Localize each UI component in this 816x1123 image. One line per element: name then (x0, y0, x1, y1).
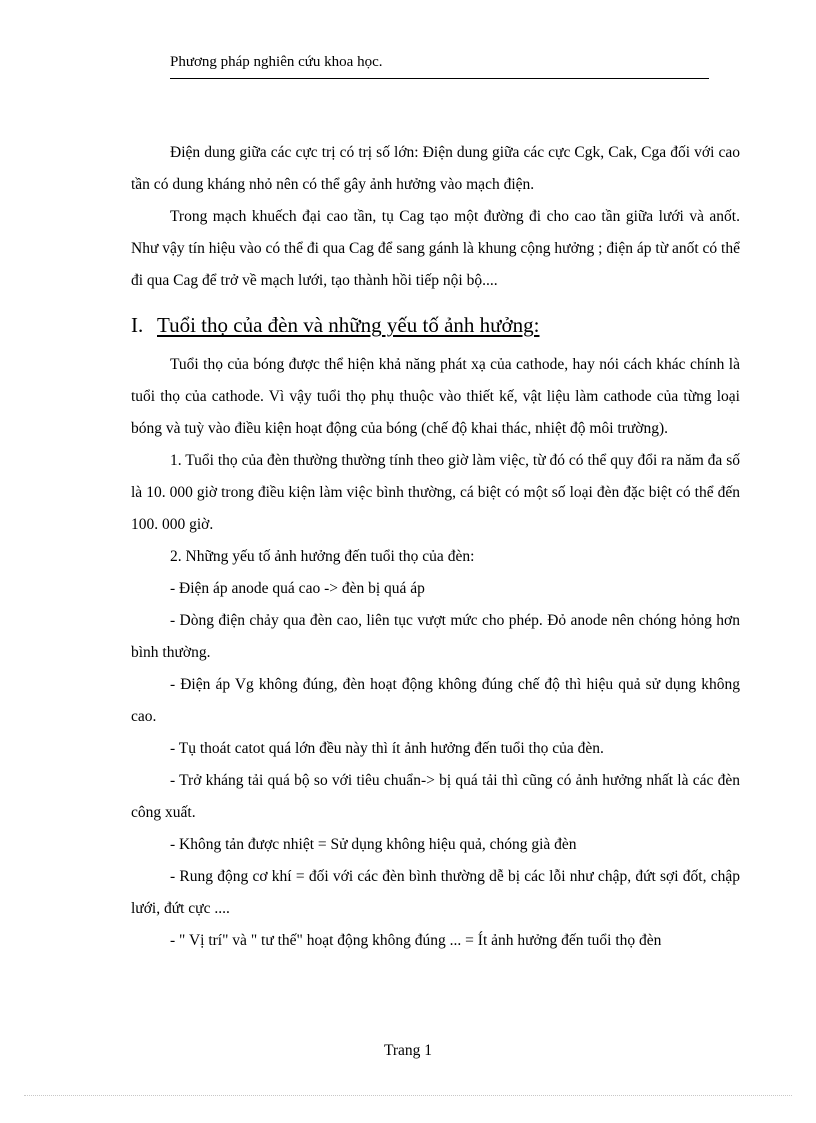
paragraph-lifetime-intro: Tuổi thọ của bóng được thể hiện khả năng phát xạ của cathode, hay nói cách khác chính là tuổi thọ của cathode. Vì vậy tuổi thọ phụ thuộc vào thiết kế, vật liệu làm cathode của từng loại bóng và tuỳ vào điều kiện hoạt động của bóng (chế độ khai thác, nhiệt độ môi trường). (131, 356, 740, 437)
list-item: - Điện áp anode quá cao -> đèn bị quá áp (170, 580, 425, 597)
section-number: I. (131, 313, 144, 337)
list-item: - Trở kháng tải quá bộ so với tiêu chuẩn-> bị quá tải thì cũng có ảnh hưởng nhất là các đèn công xuất. (131, 772, 740, 821)
page-number: Trang 1 (383, 1042, 433, 1059)
list-item: - Tụ thoát catot quá lớn đều này thì ít ảnh hưởng đến tuổi thọ của đèn. (170, 740, 604, 757)
section-heading (131, 307, 740, 343)
paragraph-cag-feedback: Trong mạch khuếch đại cao tần, tụ Cag tạo một đường đi cho cao tần giữa lưới và anốt. Như vậy tín hiệu vào có thể đi qua Cag để sang gánh là khung cộng hưởng ; điện áp từ anốt có thể đi qua Cag để trở về mạch lưới, tạo thành hồi tiếp nội bộ.... (131, 208, 740, 289)
list-item: - Không tản được nhiệt = Sử dụng không hiệu quả, chóng già đèn (170, 836, 577, 853)
section-title: Tuổi thọ của đèn và những yếu tố ảnh hưởng: (157, 313, 540, 337)
paragraph-capacitance: Điện dung giữa các cực trị có trị số lớn: Điện dung giữa các cực Cgk, Cak, Cga đối với cao tần có dung kháng nhỏ nên có thể gây ảnh hưởng vào mạch điện. (131, 144, 740, 193)
page-header (170, 52, 709, 79)
list-item: - Điện áp Vg không đúng, đèn hoạt động không đúng chế độ thì hiệu quả sử dụng không cao. (131, 676, 740, 725)
paragraph-lifetime-hours: 1. Tuổi thọ của đèn thường thường tính theo giờ làm việc, từ đó có thể quy đổi ra năm đa số là 10. 000 giờ trong điều kiện làm việc bình thường, cá biệt có một số loại đèn đặc biệt có thể đến 100. 000 giờ. (131, 452, 740, 533)
document-body (131, 137, 740, 957)
header-title: Phương pháp nghiên cứu khoa học. (170, 54, 383, 70)
page-bottom-divider (24, 1095, 792, 1096)
list-item: - Rung động cơ khí = đối với các đèn bình thường dễ bị các lỗi như chập, đứt sợi đốt, chập lưới, đứt cực .... (131, 868, 740, 917)
list-item: - Dòng điện chảy qua đèn cao, liên tục vượt mức cho phép. Đỏ anode nên chóng hỏng hơn bình thường. (131, 612, 740, 661)
list-item: - " Vị trí" và " tư thế" hoạt động không đúng ... = Ít ảnh hưởng đến tuổi thọ đèn (170, 932, 662, 949)
paragraph-factors-heading: 2. Những yếu tố ảnh hưởng đến tuổi thọ của đèn: (170, 548, 475, 565)
